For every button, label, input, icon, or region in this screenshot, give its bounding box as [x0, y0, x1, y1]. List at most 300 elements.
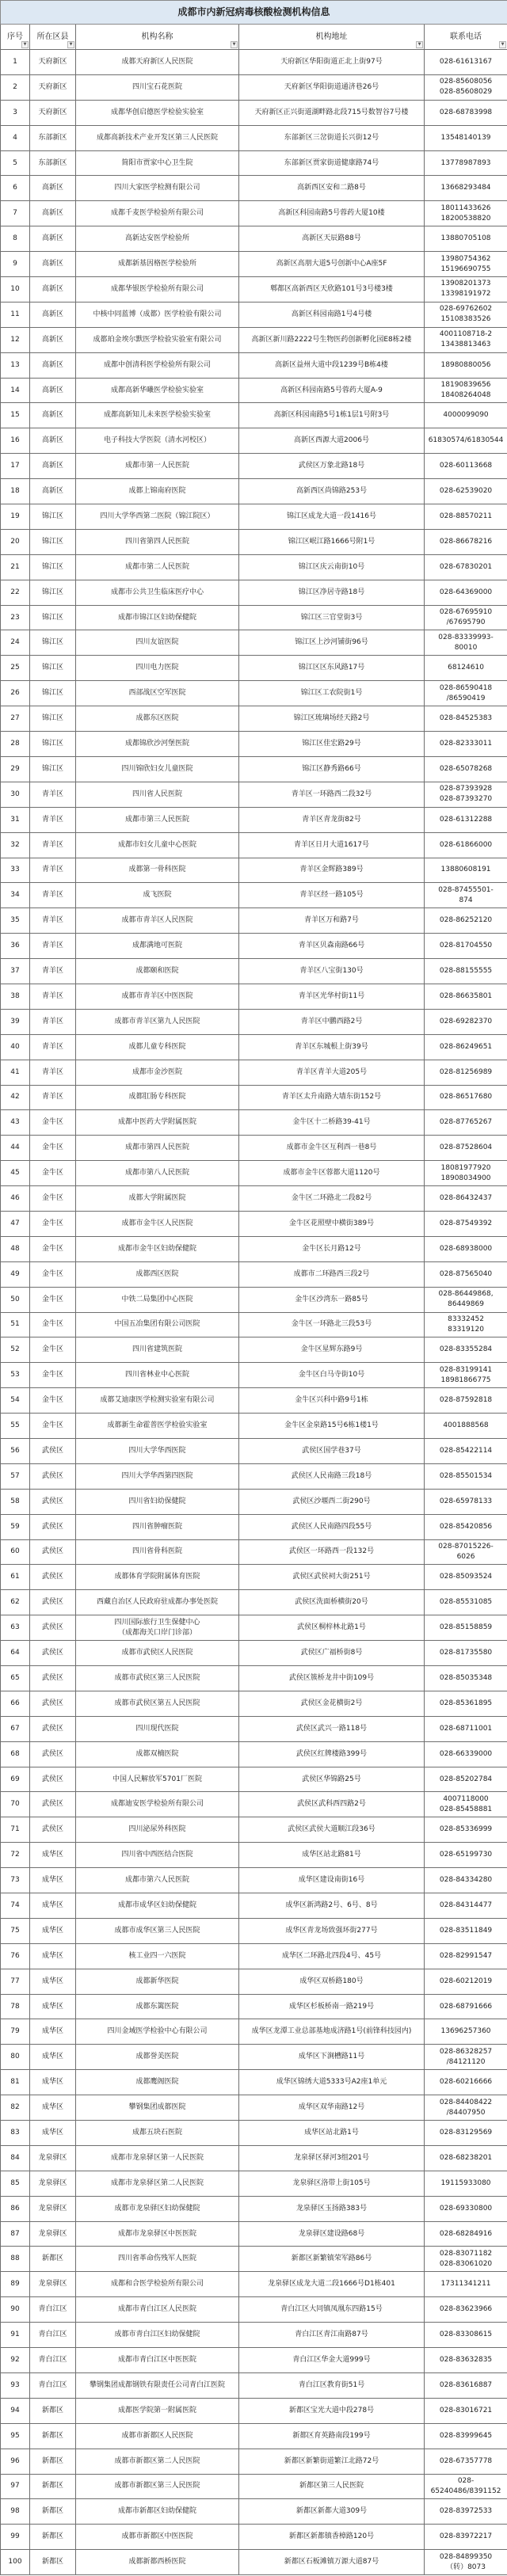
cell-phone: 028-82333011 [425, 732, 507, 757]
table-row [1, 1161, 507, 1186]
column-header-district [30, 25, 76, 50]
cell-phone: 17311341211 [425, 2272, 507, 2297]
cell-phone: 028-68783998 [425, 100, 507, 125]
filter-dropdown-icon[interactable]: ▼ [21, 41, 29, 48]
cell-phone: 028-85420856 [425, 1514, 507, 1539]
table-row [1, 1716, 507, 1741]
cell-district: 青羊区 [30, 832, 76, 858]
cell-index: 67 [1, 1716, 30, 1741]
cell-phone: 028-84899350 （转）8073 [425, 2550, 507, 2575]
table-row [1, 1691, 507, 1716]
cell-index: 56 [1, 1438, 30, 1463]
cell-institution-name: 四川国际旅行卫生保健中心 （成都海关口岸门诊部） [76, 1615, 239, 1641]
table-row [1, 1868, 507, 1893]
cell-institution-name: 成都市成华区妇幼保健院 [76, 1893, 239, 1919]
cell-index: 21 [1, 554, 30, 580]
cell-district: 武侯区 [30, 1438, 76, 1463]
cell-phone: 028-86449868, 86449869 [425, 1287, 507, 1312]
cell-institution-address: 成华区站北路81号 [239, 1843, 425, 1868]
cell-district: 锦江区 [30, 504, 76, 530]
cell-district: 高新区 [30, 176, 76, 201]
cell-institution-name: 成都市新都区中医医院 [76, 2525, 239, 2550]
cell-district: 高新区 [30, 226, 76, 252]
cell-institution-name: 成都东篱医院 [76, 1994, 239, 2019]
table-row [1, 1136, 507, 1161]
cell-district: 武侯区 [30, 1767, 76, 1792]
filter-dropdown-icon[interactable]: ▼ [499, 41, 506, 48]
cell-district: 金牛区 [30, 1388, 76, 1414]
cell-district: 成华区 [30, 2121, 76, 2146]
cell-district: 锦江区 [30, 554, 76, 580]
cell-index: 77 [1, 1969, 30, 1994]
cell-index: 25 [1, 656, 30, 681]
cell-institution-address: 武侯区国学巷37号 [239, 1438, 425, 1463]
cell-phone: 13880705108 [425, 226, 507, 252]
cell-index: 18 [1, 479, 30, 504]
cell-institution-address: 武侯区桐梓林北路1号 [239, 1615, 425, 1641]
cell-district: 高新区 [30, 352, 76, 378]
table-row [1, 1817, 507, 1843]
cell-institution-address: 锦江区庆云南街10号 [239, 554, 425, 580]
cell-district: 高新区 [30, 403, 76, 428]
cell-institution-address: 青羊区日月大道1617号 [239, 832, 425, 858]
cell-district: 新都区 [30, 2550, 76, 2575]
cell-district: 青羊区 [30, 984, 76, 1009]
cell-district: 成华区 [30, 2019, 76, 2045]
table-row [1, 1843, 507, 1868]
cell-phone: 028-84525383 [425, 706, 507, 732]
cell-index: 22 [1, 580, 30, 605]
cell-institution-address: 青羊区青羊大道205号 [239, 1060, 425, 1085]
cell-district: 天府新区 [30, 100, 76, 125]
table-row [1, 2398, 507, 2423]
cell-institution-address: 金牛区金泉路15号6栋1楼1号 [239, 1414, 425, 1439]
cell-district: 锦江区 [30, 681, 76, 706]
title-row [1, 1, 507, 25]
cell-district: 青白江区 [30, 2323, 76, 2348]
cell-phone: 028-68711001 [425, 1716, 507, 1741]
cell-institution-address: 龙泉驿区建设路68号 [239, 2221, 425, 2247]
table-row [1, 2550, 507, 2575]
cell-index: 32 [1, 832, 30, 858]
cell-institution-name: 成都儿童专科医院 [76, 1034, 239, 1060]
table-row [1, 1110, 507, 1136]
cell-index: 85 [1, 2171, 30, 2196]
cell-institution-address: 青羊区经一路105号 [239, 883, 425, 908]
cell-institution-address: 龙泉驿区洛带上街105号 [239, 2171, 425, 2196]
cell-institution-address: 龙泉驿区驿河3组201号 [239, 2145, 425, 2171]
cell-institution-name: 四川大学华西第二医院（锦江院区） [76, 504, 239, 530]
cell-index: 83 [1, 2121, 30, 2146]
cell-index: 59 [1, 1514, 30, 1539]
cell-index: 4 [1, 125, 30, 150]
filter-dropdown-icon[interactable]: ▼ [416, 41, 423, 48]
cell-phone: 028-61866000 [425, 832, 507, 858]
cell-district: 新都区 [30, 2398, 76, 2423]
filter-dropdown-icon[interactable]: ▼ [67, 41, 74, 48]
cell-institution-address: 青羊区八宝街130号 [239, 959, 425, 984]
table-row [1, 176, 507, 201]
cell-institution-address: 新都区第三人民医院 [239, 2474, 425, 2499]
table-row [1, 2019, 507, 2045]
cell-district: 武侯区 [30, 1514, 76, 1539]
cell-index: 92 [1, 2348, 30, 2373]
cell-institution-name: 四川大家医学检测有限公司 [76, 176, 239, 201]
cell-phone: 028-69330800 [425, 2196, 507, 2221]
cell-phone: 61830574/61830544 [425, 428, 507, 454]
cell-institution-name: 成都市武侯区第五人民医院 [76, 1691, 239, 1716]
table-row [1, 630, 507, 656]
cell-phone: 028-88155555 [425, 959, 507, 984]
cell-institution-address: 武侯区武兴一路118号 [239, 1716, 425, 1741]
cell-district: 青羊区 [30, 782, 76, 807]
table-row [1, 1641, 507, 1666]
cell-district: 武侯区 [30, 1741, 76, 1767]
cell-institution-name: 成都市武侯区第三人民医院 [76, 1666, 239, 1691]
cell-index: 73 [1, 1868, 30, 1893]
cell-district: 武侯区 [30, 1691, 76, 1716]
cell-institution-name: 四川省中西医结合医院 [76, 1843, 239, 1868]
table-row [1, 782, 507, 807]
cell-district: 金牛区 [30, 1261, 76, 1287]
cell-phone: 028-60113668 [425, 454, 507, 479]
cell-phone: 028-68284916 [425, 2221, 507, 2247]
table-row [1, 1060, 507, 1085]
table-row [1, 479, 507, 504]
cell-phone: 028-83972217 [425, 2525, 507, 2550]
table-row [1, 1085, 507, 1110]
cell-phone: 13668293484 [425, 176, 507, 201]
cell-institution-address: 成华区双华南路12号 [239, 2095, 425, 2121]
cell-phone: 18190839656 18408264048 [425, 378, 507, 403]
cell-institution-address: 龙泉驿区成龙大道二段1666号D1栋401 [239, 2272, 425, 2297]
cell-index: 96 [1, 2449, 30, 2474]
cell-institution-address: 龙泉驿区玉扬路383号 [239, 2196, 425, 2221]
cell-district: 武侯区 [30, 1817, 76, 1843]
cell-index: 93 [1, 2372, 30, 2398]
cell-institution-name: 成都市青白江区人民医院 [76, 2297, 239, 2323]
cell-phone: 028-62539020 [425, 479, 507, 504]
cell-phone: 028-83632835 [425, 2348, 507, 2373]
cell-phone: 028-86517680 [425, 1085, 507, 1110]
table-row [1, 807, 507, 832]
cell-phone: 028-86432437 [425, 1186, 507, 1212]
column-header-label: 机构地址 [315, 32, 348, 41]
cell-institution-name: 成都艾迪康医学检测实验室有限公司 [76, 1388, 239, 1414]
cell-phone: 028-87393928 028-87393270 [425, 782, 507, 807]
cell-index: 47 [1, 1211, 30, 1236]
cell-district: 金牛区 [30, 1186, 76, 1212]
cell-index: 52 [1, 1337, 30, 1363]
cell-phone: 028-87455501- 874 [425, 883, 507, 908]
cell-phone: 028-86252120 [425, 908, 507, 934]
cell-institution-address: 新都区宝光大道中段278号 [239, 2398, 425, 2423]
cell-phone: 028-81735580 [425, 1641, 507, 1666]
cell-index: 94 [1, 2398, 30, 2423]
cell-index: 36 [1, 934, 30, 959]
cell-phone: 028-60216666 [425, 2070, 507, 2095]
table-row [1, 2095, 507, 2121]
cell-index: 62 [1, 1590, 30, 1615]
cell-district: 锦江区 [30, 656, 76, 681]
cell-institution-name: 成都市锦江区妇幼保健院 [76, 605, 239, 630]
cell-institution-address: 锦江区工农院街1号 [239, 681, 425, 706]
table-row [1, 352, 507, 378]
cell-district: 武侯区 [30, 1615, 76, 1641]
cell-index: 80 [1, 2045, 30, 2070]
cell-index: 46 [1, 1186, 30, 1212]
cell-phone: 028-87549392 [425, 1211, 507, 1236]
cell-index: 29 [1, 756, 30, 782]
table-row [1, 1969, 507, 1994]
cell-phone: 13548140139 [425, 125, 507, 150]
cell-institution-name: 四川宝石花医院 [76, 74, 239, 100]
table-row [1, 1261, 507, 1287]
cell-institution-address: 武侯区人民南路四段55号 [239, 1514, 425, 1539]
cell-institution-name: 中国五冶集团有限公司医院 [76, 1312, 239, 1337]
table-row [1, 2045, 507, 2070]
cell-index: 69 [1, 1767, 30, 1792]
table-row [1, 1539, 507, 1565]
cell-phone: 028-61613167 [425, 50, 507, 75]
cell-institution-name: 成都肛肠专科医院 [76, 1085, 239, 1110]
cell-district: 高新区 [30, 277, 76, 302]
table-row [1, 2525, 507, 2550]
cell-index: 97 [1, 2474, 30, 2499]
cell-institution-address: 东部新区三岔街道长兴街12号 [239, 125, 425, 150]
cell-index: 2 [1, 74, 30, 100]
cell-phone: 028-83511849 [425, 1918, 507, 1943]
cell-district: 成华区 [30, 1994, 76, 2019]
cell-institution-address: 青羊区金辉路389号 [239, 858, 425, 883]
table-row [1, 1741, 507, 1767]
cell-institution-name: 成都市新都区人民医院 [76, 2423, 239, 2449]
table-row [1, 327, 507, 352]
table-row [1, 2221, 507, 2247]
cell-phone: 028-85202784 [425, 1767, 507, 1792]
table-row [1, 2348, 507, 2373]
cell-institution-address: 锦江区区东风路17号 [239, 656, 425, 681]
cell-phone: 028-67830201 [425, 554, 507, 580]
cell-institution-name: 成都市成华区第三人民医院 [76, 1918, 239, 1943]
cell-institution-address: 高新区高朋大道5号创新中心A座5F [239, 252, 425, 277]
cell-phone: 028-81704550 [425, 934, 507, 959]
cell-institution-address: 高新区科园南路1号4号楼 [239, 302, 425, 327]
cell-phone: 13980754362 15196690755 [425, 252, 507, 277]
cell-institution-address: 锦江区佳宏路29号 [239, 732, 425, 757]
table-row [1, 2323, 507, 2348]
cell-institution-name: 成都市青羊区第九人民医院 [76, 1009, 239, 1034]
cell-institution-name: 成都市龙泉驿区中医医院 [76, 2221, 239, 2247]
cell-institution-address: 金牛区沙湾东一路85号 [239, 1287, 425, 1312]
cell-district: 龙泉驿区 [30, 2221, 76, 2247]
cell-institution-name: 成都市青白江区中医医院 [76, 2348, 239, 2373]
cell-district: 高新区 [30, 302, 76, 327]
table-row [1, 1388, 507, 1414]
table-row [1, 1211, 507, 1236]
table-row [1, 1893, 507, 1919]
table-row [1, 2272, 507, 2297]
cell-phone: 028-83199141 18981866775 [425, 1363, 507, 1388]
cell-district: 金牛区 [30, 1161, 76, 1186]
cell-index: 37 [1, 959, 30, 984]
cell-institution-address: 锦江区上沙河铺街96号 [239, 630, 425, 656]
cell-institution-name: 成都东区医院 [76, 706, 239, 732]
cell-institution-address: 新都区育英路南段199号 [239, 2423, 425, 2449]
cell-phone: 028-68938000 [425, 1236, 507, 1261]
table-row [1, 277, 507, 302]
cell-district: 青羊区 [30, 807, 76, 832]
table-row [1, 1236, 507, 1261]
cell-phone: 028-87765267 [425, 1110, 507, 1136]
cell-phone: 028-86249651 [425, 1034, 507, 1060]
cell-index: 27 [1, 706, 30, 732]
cell-index: 76 [1, 1943, 30, 1969]
cell-institution-name: 成都市青羊区人民医院 [76, 908, 239, 934]
cell-institution-address: 金牛区花照壁中横街389号 [239, 1211, 425, 1236]
cell-institution-address: 成都市金牛区互利西一巷8号 [239, 1136, 425, 1161]
cell-district: 金牛区 [30, 1211, 76, 1236]
cell-institution-address: 新都区新都镇香樟路120号 [239, 2525, 425, 2550]
cell-phone: 028-81256989 [425, 1060, 507, 1085]
cell-district: 青白江区 [30, 2372, 76, 2398]
cell-phone: 028-85336999 [425, 1817, 507, 1843]
cell-institution-name: 成都市龙泉驿区第二人民医院 [76, 2171, 239, 2196]
cell-district: 青羊区 [30, 1085, 76, 1110]
cell-phone: 028-64369000 [425, 580, 507, 605]
table-row [1, 1666, 507, 1691]
table-row [1, 1615, 507, 1641]
cell-institution-name: 成都誉美医院 [76, 2045, 239, 2070]
table-row [1, 226, 507, 252]
cell-index: 42 [1, 1085, 30, 1110]
table-row [1, 1312, 507, 1337]
cell-institution-name: 四川大学华西第四医院 [76, 1463, 239, 1489]
cell-institution-name: 成都迪安医学检验所有限公司 [76, 1792, 239, 1817]
table-row [1, 1034, 507, 1060]
cell-institution-name: 成都市新都区第二人民医院 [76, 2449, 239, 2474]
cell-institution-address: 武侯区武侯祠大街251号 [239, 1565, 425, 1590]
cell-index: 13 [1, 352, 30, 378]
cell-institution-name: 成都市第一人民医院 [76, 454, 239, 479]
cell-index: 26 [1, 681, 30, 706]
cell-institution-name: 四川泌尿外科医院 [76, 1817, 239, 1843]
cell-institution-address: 金牛区星辉东路9号 [239, 1337, 425, 1363]
cell-phone: 028-88570211 [425, 504, 507, 530]
cell-index: 14 [1, 378, 30, 403]
table-row [1, 1363, 507, 1388]
cell-institution-address: 成华区锦绣大道5333号A2座1单元 [239, 2070, 425, 2095]
header-row [1, 25, 507, 50]
filter-dropdown-icon[interactable]: ▼ [231, 41, 238, 48]
cell-district: 锦江区 [30, 605, 76, 630]
cell-institution-name: 四川锦欣妇女儿童医院 [76, 756, 239, 782]
table-row [1, 580, 507, 605]
cell-institution-address: 高新区益州大道中段1239号B栋4楼 [239, 352, 425, 378]
cell-index: 91 [1, 2323, 30, 2348]
cell-institution-address: 高新区新川路2222号生物医药创新孵化园E8栋2楼 [239, 327, 425, 352]
column-header-label: 联系电话 [450, 32, 482, 41]
cell-district: 锦江区 [30, 732, 76, 757]
table-row [1, 959, 507, 984]
cell-index: 17 [1, 454, 30, 479]
cell-index: 98 [1, 2499, 30, 2525]
table-row [1, 1590, 507, 1615]
cell-district: 成华区 [30, 2095, 76, 2121]
cell-phone: 028-83339993- 80010 [425, 630, 507, 656]
cell-institution-name: 成都市新都区第三人民医院 [76, 2474, 239, 2499]
table-row [1, 302, 507, 327]
cell-institution-name: 成都市武侯区人民医院 [76, 1641, 239, 1666]
cell-institution-name: 简阳市贾家中心卫生院 [76, 150, 239, 176]
table-row [1, 1337, 507, 1363]
cell-institution-address: 成华区龙潭工业总部基地成济路1号(前锋科技园内) [239, 2019, 425, 2045]
cell-institution-name: 成都体育学院附属体育医院 [76, 1565, 239, 1590]
cell-institution-name: 成都市青羊区中医医院 [76, 984, 239, 1009]
cell-district: 青羊区 [30, 1060, 76, 1085]
cell-phone: 028-68791666 [425, 1994, 507, 2019]
cell-institution-name: 成都市第四人民医院 [76, 1136, 239, 1161]
table-row [1, 934, 507, 959]
cell-district: 金牛区 [30, 1414, 76, 1439]
cell-phone: 028-83071182 028-83061020 [425, 2247, 507, 2272]
cell-phone: 68124610 [425, 656, 507, 681]
cell-institution-address: 锦江区静秀路66号 [239, 756, 425, 782]
cell-index: 11 [1, 302, 30, 327]
cell-phone: 028-83623966 [425, 2297, 507, 2323]
table-row [1, 1438, 507, 1463]
cell-index: 70 [1, 1792, 30, 1817]
cell-index: 1 [1, 50, 30, 75]
cell-index: 72 [1, 1843, 30, 1868]
table-row [1, 2372, 507, 2398]
cell-phone: 028-66339000 [425, 1741, 507, 1767]
cell-district: 高新区 [30, 479, 76, 504]
cell-institution-name: 成都珀金埃尔默医学检验实验室有限公司 [76, 327, 239, 352]
cell-phone: 028-60212019 [425, 1969, 507, 1994]
cell-institution-address: 金牛区兴科中路9号1栋 [239, 1388, 425, 1414]
cell-institution-address: 成华区青龙场致强环街277号 [239, 1918, 425, 1943]
cell-district: 高新区 [30, 378, 76, 403]
cell-index: 12 [1, 327, 30, 352]
table-row [1, 201, 507, 226]
cell-district: 成华区 [30, 1893, 76, 1919]
cell-institution-name: 成都华银医学检验所有限公司 [76, 277, 239, 302]
cell-institution-address: 高新区天辰路88号 [239, 226, 425, 252]
cell-district: 武侯区 [30, 1489, 76, 1514]
cell-phone: 13908201373 13398191972 [425, 277, 507, 302]
cell-district: 成华区 [30, 2070, 76, 2095]
cell-institution-address: 锦江区三官堂街3号 [239, 605, 425, 630]
cell-district: 天府新区 [30, 50, 76, 75]
cell-district: 武侯区 [30, 1666, 76, 1691]
cell-institution-address: 锦江区岷江路1666号附1号 [239, 529, 425, 554]
cell-phone: 028-83129569 [425, 2121, 507, 2146]
cell-district: 武侯区 [30, 1792, 76, 1817]
cell-district: 青羊区 [30, 908, 76, 934]
cell-index: 35 [1, 908, 30, 934]
table-row [1, 605, 507, 630]
cell-institution-address: 郫都区高新西区天欣路101号3号楼3楼 [239, 277, 425, 302]
cell-institution-address: 青羊区中鹏西路2号 [239, 1009, 425, 1034]
cell-institution-name: 成都新生命霍普医学检验实验室 [76, 1414, 239, 1439]
table-row [1, 681, 507, 706]
cell-phone: 028-86590418 /86590419 [425, 681, 507, 706]
cell-phone: 028-85035348 [425, 1666, 507, 1691]
cell-institution-address: 武侯区洗面桥横街20号 [239, 1590, 425, 1615]
cell-district: 武侯区 [30, 1641, 76, 1666]
cell-phone: 028-69762602 15108383526 [425, 302, 507, 327]
